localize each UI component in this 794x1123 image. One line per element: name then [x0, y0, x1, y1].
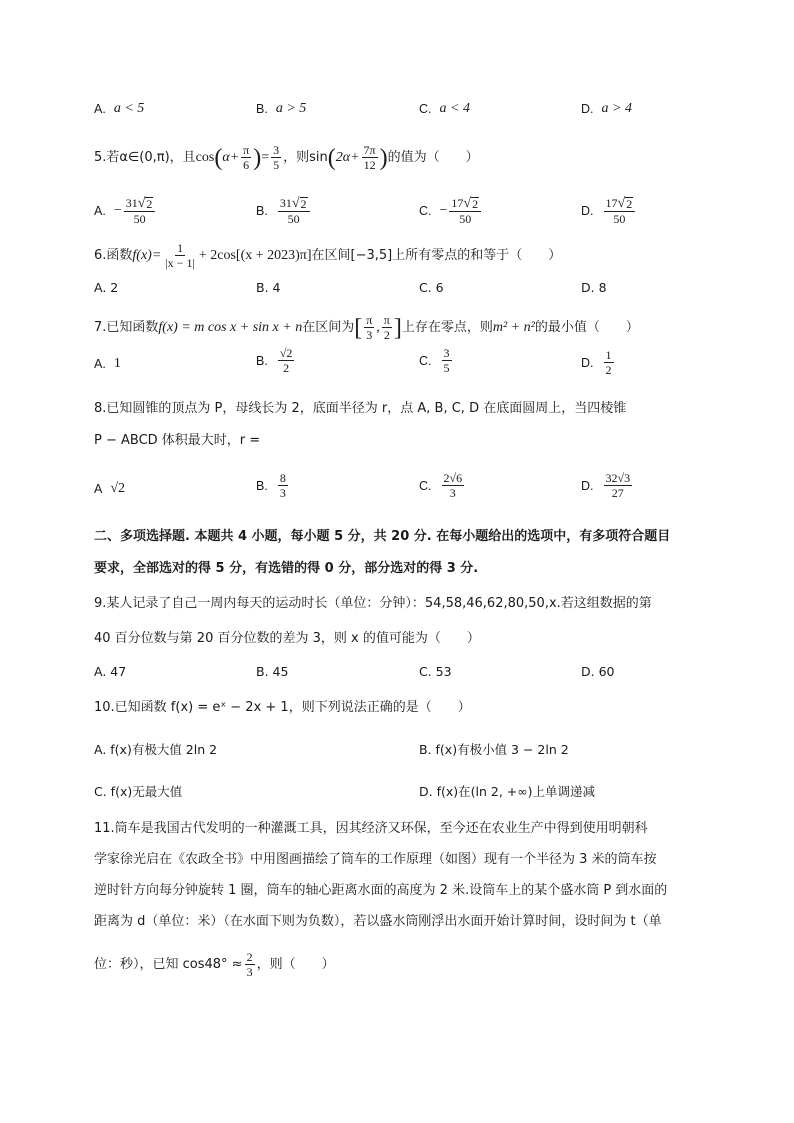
- q11-stem-line3: 逆时针方向每分钟旋转 1 圈，筒车的轴心距离水面的高度为 2 米.设筒车上的某个盛水筒 P 到水面的: [94, 883, 668, 898]
- q7-frac-right: [382, 313, 392, 342]
- q5-suffix: 的值为（ ）: [387, 149, 479, 165]
- q7-prefix: 7.已知函数: [94, 319, 159, 335]
- frac-den: 50: [287, 212, 300, 226]
- option-label: B.: [256, 102, 268, 116]
- q5-two-alpha-plus: 2α+: [335, 149, 360, 165]
- frac-den: 2: [383, 328, 390, 342]
- comma: ,: [376, 319, 380, 335]
- frac-den: 12: [363, 158, 376, 172]
- option-sign: −: [439, 203, 448, 218]
- option-frac: [278, 196, 310, 226]
- q8-option-a: [94, 481, 125, 497]
- frac-num: 8: [279, 471, 286, 485]
- frac-den: 3: [279, 486, 286, 500]
- sqrt: [292, 197, 308, 211]
- frac-num: π: [243, 143, 250, 157]
- radical-sign: √: [617, 196, 626, 211]
- frac-num: 32√3: [605, 471, 631, 485]
- q5-option-a: [94, 196, 157, 226]
- q6-option-c: [419, 280, 444, 295]
- option-text: D. 60: [581, 664, 615, 679]
- option-frac: [604, 471, 633, 500]
- q7-expr: f(x) = m cos x + sin x + n: [158, 319, 303, 335]
- q9-stem-line2: 40 百分位数与第 20 百分位数的差为 3，则 x 的值可能为（ ）: [94, 631, 480, 646]
- q8-option-c: [419, 471, 466, 500]
- option-label: C.: [419, 102, 432, 116]
- frac-num: π: [366, 313, 373, 327]
- coef: 31: [125, 196, 138, 210]
- q9-option-c: [419, 664, 452, 679]
- frac-den: 50: [459, 212, 472, 226]
- sqrt: [618, 197, 634, 211]
- option-label: A: [94, 482, 103, 496]
- q5-alpha-plus: α+: [222, 149, 240, 165]
- bracket-open: [: [354, 314, 363, 341]
- q6-plus-cos: + 2cos[(x + 2023)π]: [198, 247, 312, 263]
- q5-prefix: 5.若α∈(0,π)，且: [94, 149, 196, 165]
- radicand: 2: [626, 197, 633, 211]
- option-frac: [604, 196, 636, 226]
- coef: 17: [605, 196, 618, 210]
- option-label: C.: [419, 353, 432, 368]
- q10-option-b: [419, 740, 569, 758]
- q10-option-c: [94, 782, 182, 800]
- q7-option-d: [581, 348, 616, 377]
- option-label: D.: [581, 102, 594, 116]
- frac-den: 50: [133, 212, 146, 226]
- sqrt: [138, 197, 154, 211]
- q9-option-d: [581, 664, 614, 679]
- q11-line5-b: ，则（ ）: [256, 956, 335, 972]
- frac-den: 50: [613, 212, 626, 226]
- q6-stem: [94, 241, 561, 270]
- q7-stem: [94, 313, 639, 342]
- q4-option-a: [94, 101, 144, 117]
- coef: 31: [279, 196, 292, 210]
- q11-frac: [245, 950, 255, 979]
- frac-num: π: [383, 313, 390, 327]
- frac-den: 2: [605, 363, 612, 377]
- frac-num: 1: [177, 241, 184, 255]
- q6-suffix: 在区间[−3,5]上所有零点的和等于（ ）: [311, 247, 562, 263]
- q7-suffix1: 上存在零点，则: [401, 319, 493, 335]
- q11-stem-line5: [94, 950, 335, 979]
- option-text: B. 4: [256, 280, 281, 295]
- sqrt: [463, 197, 479, 211]
- option-text: a > 5: [275, 101, 307, 116]
- paren-close: ): [379, 144, 388, 171]
- q6-option-d: [581, 280, 607, 295]
- q5-eq: =: [261, 149, 270, 165]
- radical-sign: √: [291, 196, 300, 211]
- option-label: B.: [256, 478, 268, 493]
- option-label: D.: [581, 204, 594, 218]
- option-text: D. 8: [581, 280, 607, 295]
- frac-num: 7π: [363, 143, 376, 157]
- q5-then-sin: ，则sin: [283, 149, 328, 165]
- q4-option-d: [581, 101, 632, 117]
- q4-option-c: [419, 101, 470, 117]
- frac-num: 1: [605, 348, 612, 362]
- option-label: A.: [94, 357, 106, 371]
- frac-den: 5: [273, 158, 280, 172]
- option-text: C. 53: [419, 664, 452, 679]
- q6-option-b: [256, 280, 280, 295]
- radical-sign: √: [463, 196, 472, 211]
- option-text: C. 6: [419, 280, 444, 295]
- option-label: D.: [581, 355, 594, 370]
- option-text: 1: [113, 356, 121, 371]
- option-frac: [604, 348, 614, 377]
- q6-frac: [163, 241, 197, 270]
- option-text: B. f(x)有极小值 3 − 2ln 2: [419, 742, 569, 757]
- option-text: B. 45: [256, 664, 289, 679]
- frac-num: 2√6: [443, 471, 463, 485]
- option-label: A.: [94, 204, 106, 218]
- q4-option-b: [256, 101, 306, 117]
- paren-open: (: [327, 144, 336, 171]
- option-frac: [442, 471, 465, 500]
- option-text: A. f(x)有极大值 2ln 2: [94, 742, 218, 757]
- frac-den: 6: [243, 158, 250, 172]
- frac-den: 3: [366, 328, 373, 342]
- option-text: a < 4: [439, 101, 470, 116]
- radicand: 2: [300, 197, 307, 211]
- option-text: √2: [110, 481, 126, 496]
- frac-den: 2: [283, 361, 290, 375]
- option-text: D. f(x)在(ln 2, +∞)上单调递减: [419, 784, 596, 799]
- frac-den: 5: [443, 361, 450, 375]
- q5-option-d: [581, 196, 637, 226]
- q5-cos: cos: [195, 149, 215, 165]
- q5-frac-3-5: [271, 143, 281, 172]
- q8-option-d: [581, 471, 634, 500]
- option-label: B.: [256, 353, 268, 368]
- option-text: C. f(x)无最大值: [94, 784, 183, 799]
- option-text: a < 5: [113, 101, 145, 116]
- section2-line1: 二、多项选择题. 本题共 4 小题，每小题 5 分，共 20 分. 在每小题给出的选项中，有多项符合题目: [94, 529, 671, 544]
- frac-den: 27: [611, 486, 624, 500]
- q7-option-b: [256, 346, 296, 375]
- coef: 17: [451, 196, 464, 210]
- q11-stem-line4: 距离为 d（单位：米）（在水面下则为负数），若以盛水筒刚浮出水面开始计算时间，设时间为 t（单: [94, 914, 662, 929]
- q11-stem-line2: 学家徐光启在《农政全书》中用图画描绘了筒车的工作原理（如图）现有一个半径为 3 米的筒车按: [94, 852, 657, 867]
- q6-prefix: 6.函数: [94, 247, 133, 263]
- frac-num: [124, 196, 156, 212]
- q5-option-c: [419, 196, 483, 226]
- frac-num: [604, 196, 636, 212]
- q6-option-a: [94, 280, 118, 295]
- q5-stem: [94, 143, 479, 172]
- option-frac: [278, 346, 295, 375]
- q7-mid: 在区间为: [302, 319, 355, 335]
- frac-num: 3: [443, 346, 450, 360]
- q10-option-a: [94, 740, 217, 758]
- option-label: D.: [581, 478, 594, 493]
- radicand: 2: [472, 197, 479, 211]
- frac-den: 3: [246, 965, 253, 979]
- q10-stem: 10.已知函数 f(x) = eˣ − 2x + 1，则下列说法正确的是（ ）: [94, 700, 471, 715]
- q5-option-b: [256, 196, 312, 226]
- option-frac: [278, 471, 288, 500]
- q11-line5-a: 位：秒），已知 cos48° ≈: [94, 956, 243, 972]
- q7-mn: m² + n²: [492, 319, 535, 335]
- q7-option-c: [419, 346, 454, 375]
- paren-close: ): [253, 144, 262, 171]
- q7-suffix2: 的最小值（ ）: [534, 319, 639, 335]
- frac-num: [278, 196, 310, 212]
- q11-stem-line1: 11.筒车是我国古代发明的一种灌溉工具，因其经济又环保，至今还在农业生产中得到使用明朝科: [94, 821, 648, 836]
- q6-fx: f(x)=: [132, 247, 162, 263]
- bracket-close: ]: [393, 314, 402, 341]
- radical-sign: √: [137, 196, 146, 211]
- option-label: C.: [419, 204, 432, 218]
- q7-frac-left: [364, 313, 374, 342]
- option-label: B.: [256, 204, 268, 218]
- q5-frac-pi-6: [241, 143, 251, 172]
- option-frac: [124, 196, 156, 226]
- frac-num: 2: [246, 950, 253, 964]
- frac-den: 3: [449, 486, 456, 500]
- q8-stem-line1: 8.已知圆锥的顶点为 P，母线长为 2，底面半径为 r，点 A, B, C, D 在底面圆周上，当四棱锥: [94, 401, 627, 416]
- option-text: a > 4: [601, 101, 632, 116]
- q7-option-a: [94, 356, 121, 372]
- option-label: C.: [419, 478, 432, 493]
- q9-option-a: [94, 664, 126, 679]
- paren-open: (: [214, 144, 223, 171]
- q9-stem-line1: 9.某人记录了自己一周内每天的运动时长（单位：分钟）：54,58,46,62,80,50,x.若这组数据的第: [94, 596, 652, 611]
- frac-num: 3: [273, 143, 280, 157]
- q10-option-d: [419, 782, 595, 800]
- frac-num: [449, 196, 481, 212]
- option-frac: [442, 346, 452, 375]
- option-sign: −: [113, 203, 122, 218]
- frac-den: |x − 1|: [165, 256, 195, 270]
- q8-stem-line2: P − ABCD 体积最大时，r =: [94, 433, 261, 448]
- q5-frac-7pi-12: [362, 143, 378, 172]
- q9-option-b: [256, 664, 288, 679]
- section2-line2: 要求，全部选对的得 5 分，有选错的得 0 分，部分选对的得 3 分.: [94, 561, 479, 576]
- q8-option-b: [256, 471, 290, 500]
- radicand: 2: [146, 197, 153, 211]
- option-label: A.: [94, 102, 106, 116]
- option-frac: [449, 196, 481, 226]
- option-text: A. 47: [94, 664, 127, 679]
- option-text: A. 2: [94, 280, 119, 295]
- frac-num: √2: [279, 346, 293, 360]
